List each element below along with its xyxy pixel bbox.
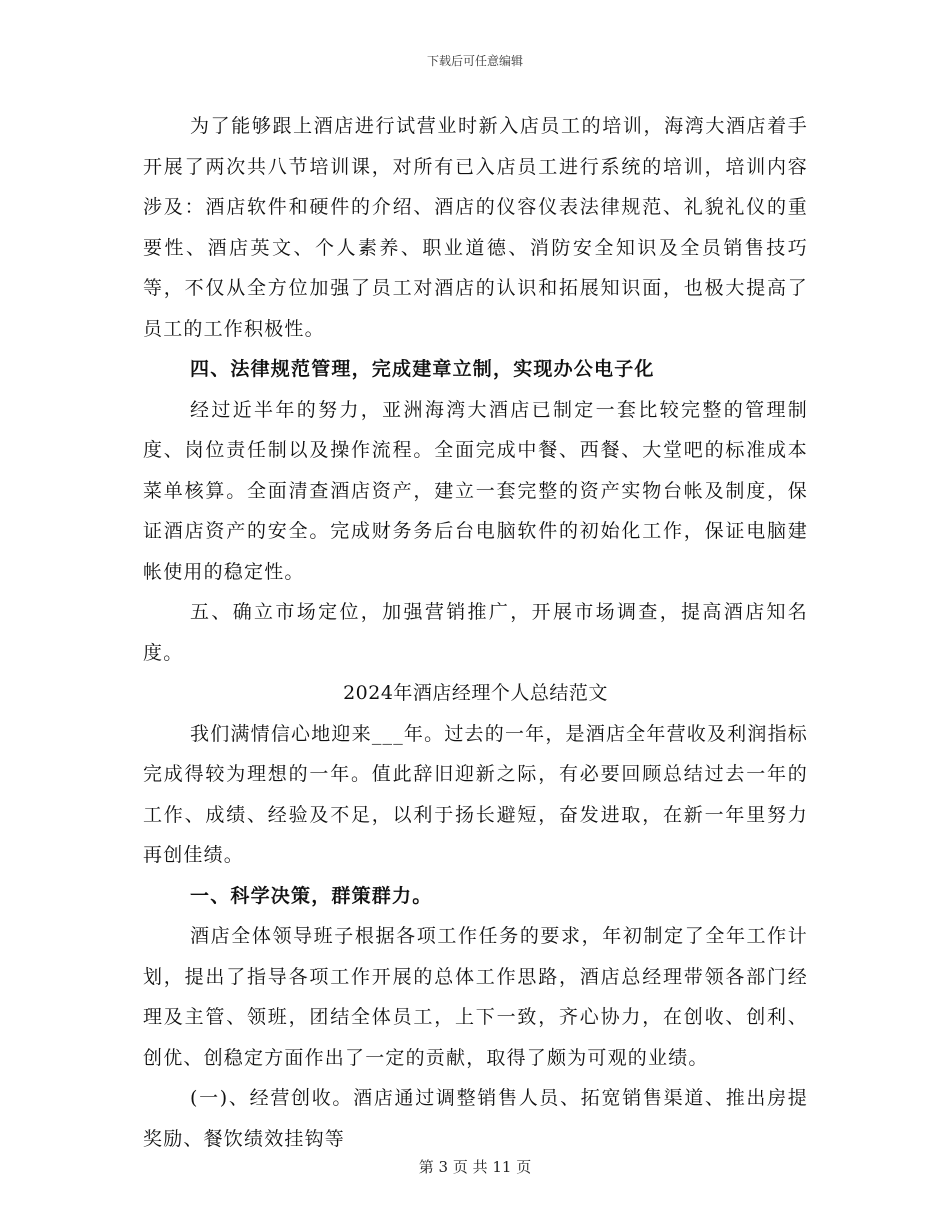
page-footer: 第 3 页 共 11 页 — [418, 1158, 532, 1176]
paragraph-intro: 我们满情信心地迎来___年。过去的一年，是酒店全年营收及利润指标完成得较为理想的一年。值此辞旧迎新之际，有必要回顾总结过去一年的工作、成绩、经验及不足，以利于扬长避短，奋发进取，在新一年里努力再创佳绩。 — [143, 722, 808, 866]
paragraph-training: 为了能够跟上酒店进行试营业时新入店员工的培训，海湾大酒店着手开展了两次共八节培训课，对所有已入店员工进行系统的培训，培训内容涉及：酒店软件和硬件的介绍、酒店的仪容仪表法律规范、礼貌礼仪的重要性、酒店英文、个人素养、职业道德、消防安全知识及全员销售技巧等，不仅从全方位加强了员工对酒店的认识和拓展知识面，也极大提高了员工的工作积极性。 — [143, 115, 808, 340]
section-heading-4: 四、法律规范管理，完成建章立制，实现办公电子化 — [190, 358, 655, 380]
paragraph-management: 经过近半年的努力，亚洲海湾大酒店已制定一套比较完整的管理制度、岗位责任制以及操作流程。全面完成中餐、西餐、大堂吧的标准成本菜单核算。全面清查酒店资产，建立一套完整的资产实物台帐及制度，保证酒店资产的安全。完成财务务后台电脑软件的初始化工作，保证电脑建帐使用的稳定性。 — [143, 398, 808, 583]
paragraph-revenue: (一)、经营创收。酒店通过调整销售人员、拓宽销售渠道、推出房提奖励、餐饮绩效挂钩等 — [143, 1087, 808, 1150]
section-heading-5: 五、确立市场定位，加强营销推广，开展市场调查，提高酒店知名度。 — [143, 601, 808, 664]
document-body — [143, 106, 808, 1159]
page-header: 下载后可任意编辑 — [426, 54, 523, 68]
document-title: 2024年酒店经理个人总结范文 — [343, 682, 608, 704]
paragraph-leadership: 酒店全体领导班子根据各项工作任务的要求，年初制定了全年工作计划，提出了指导各项工作开展的总体工作思路，酒店总经理带领各部门经理及主管、领班，团结全体员工，上下一致，齐心协力，在创收、创利、创优、创稳定方面作出了一定的贡献，取得了颇为可观的业绩。 — [143, 925, 808, 1069]
section-heading-1: 一、科学决策，群策群力。 — [190, 884, 433, 907]
